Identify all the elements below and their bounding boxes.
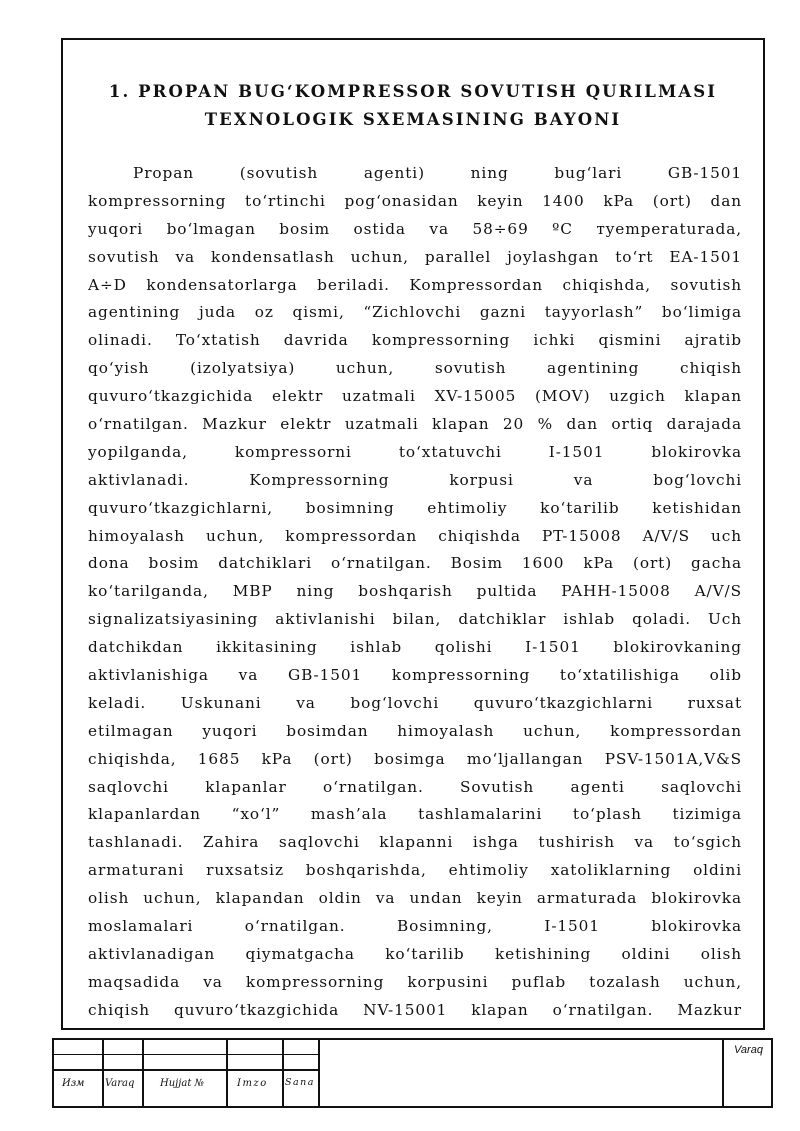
body-line: o‘rnatilgan. Mazkur elektr uzatmali klapan 20 % dan ortiq darajada (88, 415, 742, 434)
body-line: armaturani ruxsatsiz boshqarishda, ehtimoliy xatoliklarning oldini (88, 861, 742, 880)
body-line: kompressorning to‘rtinchi pog‘onasidan keyin 1400 kPa (ort) dan (88, 191, 742, 210)
stamp-divider (226, 1040, 228, 1106)
body-line: keladi. Uskunani va bog‘lovchi quvuro‘tkazgichlarni ruxsat (88, 693, 742, 712)
body-line: sovutish va kondensatlash uchun, parallel joylashgan to‘rt EA-1501 (88, 247, 742, 266)
body-line: maqsadida va kompressorning korpusini puflab tozalash uchun, (88, 972, 742, 991)
body-line: Propan (sovutish agenti) ning bug‘lari GB-1501 (133, 164, 742, 182)
document-body (88, 160, 742, 1025)
title-block-stamp (52, 1038, 773, 1108)
stamp-label-hujjat: Hujjat № (160, 1078, 204, 1089)
body-line: datchikdan ikkitasining ishlab qolishi I-1501 blokirovkaning (88, 638, 742, 657)
body-line: dona bosim datchiklari o‘rnatilgan. Bosim 1600 kPa (ort) gacha (88, 554, 742, 573)
body-line: aktivlanadi. Kompressorning korpusi va bog‘lovchi (88, 470, 742, 489)
body-line: yuqori bo‘lmagan bosim ostida va 58÷69 ºC тyemperaturada, (88, 219, 742, 238)
title-line-1: 1. PROPAN BUG‘KOMPRESSOR SOVUTISH QURILMASI (108, 82, 718, 101)
sheet-number-label: Varaq (734, 1044, 763, 1056)
stamp-divider (722, 1040, 724, 1106)
body-line: saqlovchi klapanlar o‘rnatilgan. Sovutish agenti saqlovchi (88, 777, 742, 796)
stamp-divider (142, 1040, 144, 1106)
body-line: himoyalash uchun, kompressordan chiqishda PT-15008 A/V/S uch (88, 526, 742, 545)
body-line: aktivlanishiga va GB-1501 kompressorning to‘xtatilishiga olib (88, 666, 742, 685)
body-line: qo‘yish (izolyatsiya) uchun, sovutish agentining chiqish (88, 359, 742, 378)
stamp-divider (318, 1040, 320, 1106)
page-frame (61, 38, 765, 1030)
body-line: ko‘tarilganda, MBP ning boshqarish pultida PAHH-15008 A/V/S (88, 582, 742, 601)
body-line: chiqishda, 1685 kPa (ort) bosimga mo‘ljallangan PSV-1501A,V&S (88, 749, 742, 768)
body-line: klapanlardan “xo‘l” mash’ala tashlamalarini to‘plash tizimiga (88, 805, 742, 824)
stamp-row-line (54, 1054, 320, 1055)
body-line: quvuro‘tkazgichlarni, bosimning ehtimoliy ko‘tarilib ketishidan (88, 498, 742, 517)
body-line: quvuro‘tkazgichida elektr uzatmali XV-15005 (MOV) uzgich klapan (88, 387, 742, 406)
body-line: moslamalari o‘rnatilgan. Bosimning, I-1501 blokirovka (88, 917, 742, 936)
body-line: aktivlanadigan qiymatgacha ko‘tarilib ketishining oldini olish (88, 944, 742, 963)
stamp-divider (102, 1040, 104, 1106)
stamp-label-izm: Изм (62, 1078, 85, 1089)
body-line: agentining juda oz qismi, “Zichlovchi gazni tayyorlash” bo‘limiga (88, 303, 742, 322)
stamp-label-varaq: Varaq (105, 1078, 135, 1089)
stamp-row-line (54, 1069, 320, 1071)
body-line: olish uchun, klapandan oldin va undan keyin armaturada blokirovka (88, 889, 742, 908)
body-line: yopilganda, kompressorni to‘xtatuvchi I-1501 blokirovka (88, 442, 742, 461)
title-line-2: TEXNOLOGIK SXEMASINING BAYONI (204, 110, 622, 129)
body-line: etilmagan yuqori bosimdan himoyalash uchun, kompressordan (88, 721, 742, 740)
stamp-label-imzo: Imzo (237, 1078, 268, 1089)
stamp-divider (282, 1040, 284, 1106)
body-line: chiqish quvuro‘tkazgichida NV-15001 klapan o‘rnatilgan. Mazkur (88, 1000, 742, 1019)
document-title (63, 78, 763, 134)
body-line: olinadi. To‘xtatish davrida kompressorning ichki qismini ajratib (88, 331, 742, 350)
body-line: signalizatsiyasining aktivlanishi bilan, datchiklar ishlab qoladi. Uch (88, 610, 742, 629)
body-line: tashlanadi. Zahira saqlovchi klapanni ishga tushirish va to‘sgich (88, 833, 742, 852)
stamp-label-sana: Sana (285, 1077, 315, 1088)
body-line: A÷D kondensatorlarga beriladi. Kompressordan chiqishda, sovutish (88, 275, 742, 294)
